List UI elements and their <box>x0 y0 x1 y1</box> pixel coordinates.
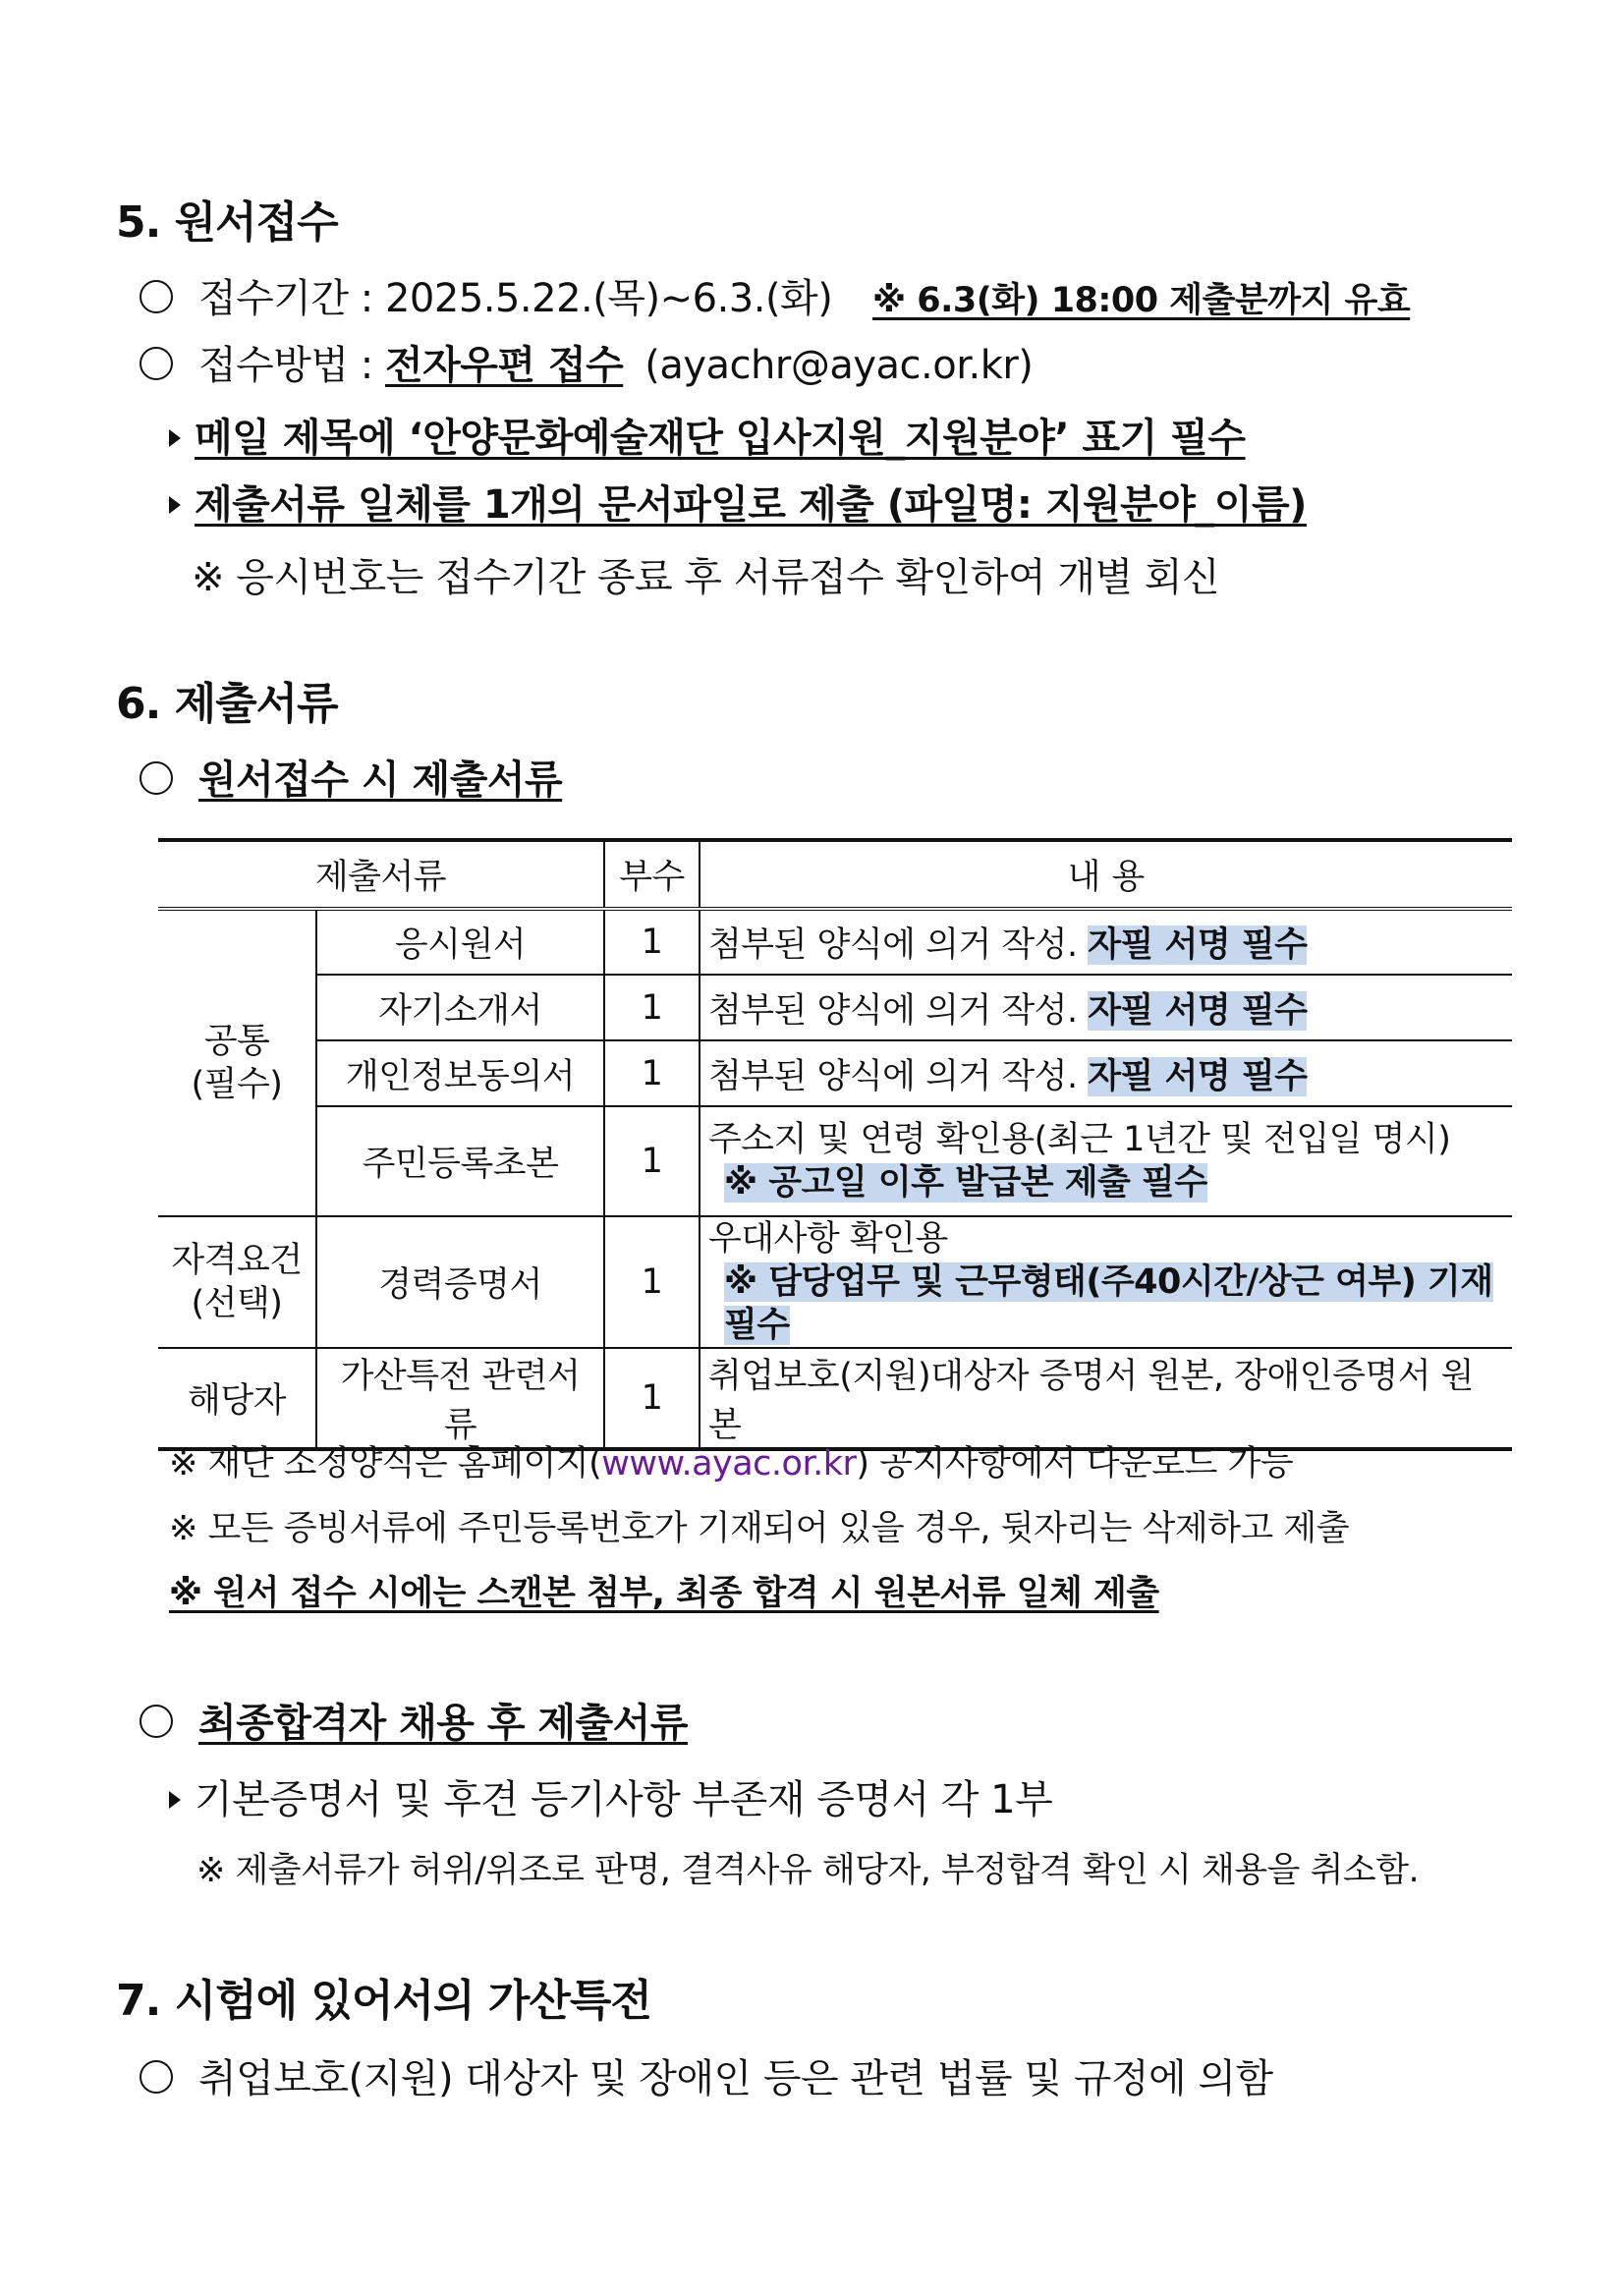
doc-copies: 1 <box>604 909 700 975</box>
s6-final-item <box>169 1768 1052 1824</box>
doc-copies: 1 <box>604 975 700 1040</box>
doc-name: 응시원서 <box>316 909 604 975</box>
homepage-link[interactable]: www.ayac.or.kr <box>601 1444 857 1484</box>
header-copies: 부수 <box>604 840 700 909</box>
category-applicable: 해당자 <box>158 1348 316 1449</box>
final-item-text: 기본증명서 및 후견 등기사항 부존재 증명서 각 1부 <box>195 1777 1053 1822</box>
s6-final-note: ※ 제출서류가 허위/위조로 판명, 결격사유 해당자, 부정합격 확인 시 채용을 취소함. <box>196 1851 1420 1890</box>
category-line: (선택) <box>191 1284 283 1323</box>
content-text: 주소지 및 연령 확인용(최근 1년간 및 전입일 명시) <box>708 1120 1451 1159</box>
s5-subject-rule <box>169 407 1246 463</box>
method-label: 접수방법 : <box>198 343 385 388</box>
s7-line <box>140 2047 1273 2103</box>
s7-line-text: 취업보호(지원) 대상자 및 장애인 등은 관련 법률 및 규정에 의함 <box>198 2056 1273 2101</box>
doc-name: 경력증명서 <box>316 1216 604 1348</box>
s5-period-line <box>140 267 832 323</box>
section-5-heading: 5. 원서접수 <box>116 197 338 248</box>
table-row <box>158 975 1512 1040</box>
content-text: 첨부된 양식에 의거 작성. <box>708 925 1078 965</box>
content-highlight: 자필 서명 필수 <box>1088 1056 1308 1096</box>
triangle-bullet-icon <box>169 496 181 514</box>
s6-subheading <box>140 749 562 805</box>
doc-content <box>700 975 1512 1040</box>
section-7-heading: 7. 시험에 있어서의 가산특전 <box>116 1976 651 2026</box>
subject-rule-text: 메일 제목에 ‘안양문화예술재단 입사지원_지원분야’ 표기 필수 <box>195 416 1246 461</box>
content-text: 첨부된 양식에 의거 작성. <box>708 1056 1078 1096</box>
file-rule-text: 제출서류 일체를 1개의 문서파일로 제출 (파일명: 지원분야_이름) <box>195 482 1307 528</box>
table-row <box>158 909 1512 975</box>
note-text: ) 공지사항에서 다운로드 가능 <box>856 1444 1294 1484</box>
doc-copies: 1 <box>604 1040 700 1106</box>
note-text: ※ 재단 소정양식은 홈페이지( <box>169 1444 602 1484</box>
table-header-row <box>158 840 1512 909</box>
content-highlight: ※ 공고일 이후 발급본 제출 필수 <box>724 1163 1207 1203</box>
table-row <box>158 1040 1512 1106</box>
method-value: 전자우편 접수 <box>384 343 624 388</box>
triangle-bullet-icon <box>169 1791 181 1809</box>
s5-file-rule <box>169 474 1307 530</box>
header-documents: 제출서류 <box>158 840 604 909</box>
circle-bullet-icon <box>140 761 173 795</box>
circle-bullet-icon <box>140 2060 173 2094</box>
period-label: 접수기간 : 2025.5.22.(목)~6.3.(화) <box>198 276 833 321</box>
note-forms-download <box>169 1436 1293 1485</box>
content-highlight: 자필 서명 필수 <box>1088 925 1308 965</box>
category-line: 공통 <box>203 1022 270 1061</box>
category-common <box>158 909 316 1216</box>
table-row <box>158 1106 1512 1216</box>
period-deadline-note: ※ 6.3(화) 18:00 제출분까지 유효 <box>872 281 1411 320</box>
content-highlight: 자필 서명 필수 <box>1088 990 1308 1031</box>
table-row <box>158 1348 1512 1449</box>
content-highlight: ※ 담당업무 및 근무형태(주40시간/상근 여부) 기재 필수 <box>724 1262 1493 1345</box>
doc-name: 개인정보동의서 <box>316 1040 604 1106</box>
note-resident-number: ※ 모든 증빙서류에 주민등록번호가 기재되어 있을 경우, 뒷자리는 삭제하고 제출 <box>169 1509 1350 1548</box>
category-qualification <box>158 1216 316 1348</box>
s6-subheading-text: 원서접수 시 제출서류 <box>198 757 563 803</box>
circle-bullet-icon <box>140 347 173 380</box>
doc-content <box>700 909 1512 975</box>
s5-notice: ※ 응시번호는 접수기간 종료 후 서류접수 확인하여 개별 회신 <box>192 555 1220 600</box>
content-text: 우대사항 확인용 <box>708 1219 948 1259</box>
circle-bullet-icon <box>140 1705 173 1738</box>
method-email: (ayachr@ayac.or.kr) <box>644 343 1034 388</box>
s6-final-heading-text: 최종합격자 채용 후 제출서류 <box>198 1701 688 1746</box>
table-row <box>158 1216 1512 1348</box>
circle-bullet-icon <box>140 280 173 313</box>
doc-copies: 1 <box>604 1216 700 1348</box>
triangle-bullet-icon <box>169 429 181 447</box>
doc-name: 자기소개서 <box>316 975 604 1040</box>
s6-final-heading <box>140 1692 688 1748</box>
documents-table <box>158 838 1512 1451</box>
doc-content <box>700 1040 1512 1106</box>
content-text: 첨부된 양식에 의거 작성. <box>708 990 1078 1031</box>
note-scan-submit: ※ 원서 접수 시에는 스캔본 첨부, 최종 합격 시 원본서류 일체 제출 <box>169 1574 1159 1613</box>
doc-copies: 1 <box>604 1348 700 1449</box>
doc-name: 가산특전 관련서류 <box>316 1348 604 1449</box>
s5-method-line <box>140 334 1033 390</box>
doc-name: 주민등록초본 <box>316 1106 604 1216</box>
category-line: 자격요건 <box>171 1241 303 1280</box>
section-6-heading: 6. 제출서류 <box>116 679 338 729</box>
category-line: (필수) <box>191 1065 283 1104</box>
doc-content: 취업보호(지원)대상자 증명서 원본, 장애인증명서 원본 <box>700 1348 1512 1449</box>
doc-content <box>700 1216 1512 1348</box>
doc-content <box>700 1106 1512 1216</box>
header-content: 내 용 <box>700 840 1512 909</box>
doc-copies: 1 <box>604 1106 700 1216</box>
